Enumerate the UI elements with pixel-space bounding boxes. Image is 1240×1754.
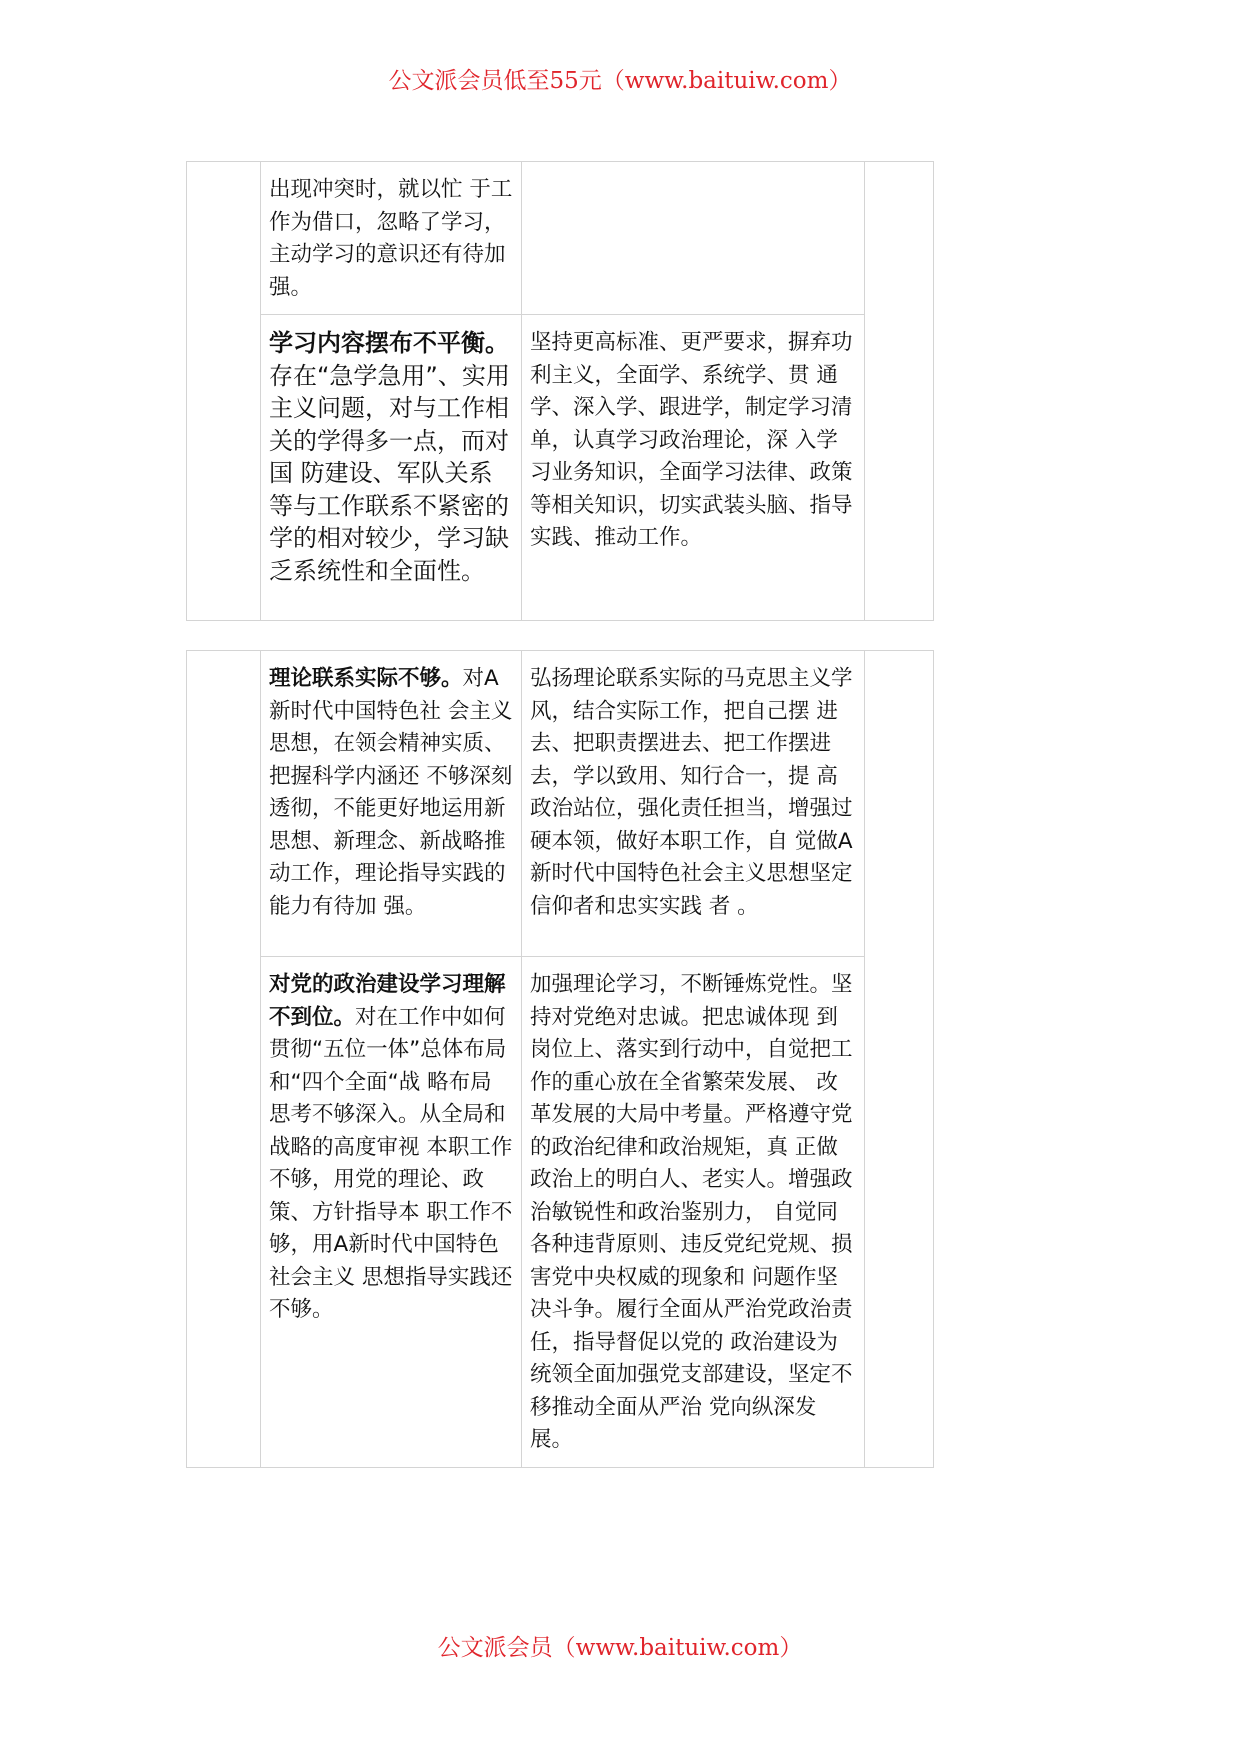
problem-title: 学习内容摆布不平衡。 [269, 329, 509, 357]
problem-cell [261, 957, 522, 1468]
problem-table-part-2 [186, 650, 934, 1468]
measure-text: 加强理论学习，不断锤炼党性。坚持对党绝对忠诚。把忠诚体现 到岗位上、落实到行动中，自觉把工作的重心放在全省繁荣发展、 改革发展的大局中考量。严格遵守党的政治纪律和政治规矩，真 正做政治上的明白人、老实人。增强政治敏锐性和政治鉴别力， 自觉同各种违背原则、违反党纪党规、损害党中央权威的现象和 问题作坚决斗争。履行全面从严治党政治责任，指导督促以党的 政治建设为统领全面加强党支部建设，坚定不移推动全面从严治 党向纵深发展。 [530, 972, 853, 1452]
table-row [187, 957, 934, 1468]
problem-text: 对A新时代中国特色社 会主义思想，在领会精神实质、把握科学内涵还 不够深刻透彻，不能更好地运用新思想、新理念、新战略推动工作，理论指导实践的能力有待加 强。 [269, 666, 513, 919]
table-row [187, 162, 934, 315]
problem-cell [261, 162, 522, 315]
problem-text: 存在“急学急用”、实用 主义问题，对与工作相关的学得多一点，而对国 防建设、军队关系等与工作联系不紧密的学的相对较少，学习缺乏系统性和全面性。 [269, 361, 510, 585]
note-cell [865, 651, 934, 1468]
problem-title: 理论联系实际不够。 [269, 666, 463, 691]
index-cell [187, 651, 261, 1468]
table-row [187, 315, 934, 621]
problem-text: 出现冲突时，就以忙 于工作为借口，忽略了学习，主动学习的意识还有待加强。 [269, 177, 513, 300]
problem-cell [261, 651, 522, 957]
header-banner: 公文派会员低至55元（www.baituiw.com） [388, 68, 852, 94]
note-cell [865, 162, 934, 621]
measure-cell [522, 162, 865, 315]
problem-text: 对在工作中如何贯彻“五位一体”总体布局和“四个全面“战 略布局思考不够深入。从全局和战略的高度审视 本职工作不够，用党的理论、政策、方针指导本 职工作不够，用A新时代中国特色社会主义 思想指导实践还不够。 [269, 1004, 513, 1322]
problem-table-part-1 [186, 161, 934, 621]
measure-cell [522, 957, 865, 1468]
table-row [187, 651, 934, 957]
problem-cell [261, 315, 522, 621]
index-cell [187, 162, 261, 621]
footer-banner: 公文派会员（www.baituiw.com） [437, 1635, 803, 1661]
measure-cell [522, 315, 865, 621]
measure-cell [522, 651, 865, 957]
problem-title: 对党的政治建设学习理解不到位。 [269, 972, 506, 1030]
measure-text: 坚持更高标准、更严要求，摒弃功利主义，全面学、系统学、贯 通学、深入学、跟进学，制定学习清单，认真学习政治理论，深 入学习业务知识，全面学习法律、政策等相关知识，切实武装头脑、指导实践、推动工作。 [530, 330, 853, 550]
measure-text: 弘扬理论联系实际的马克思主义学风，结合实际工作，把自己摆 进去、把职责摆进去、把工作摆进去，学以致用、知行合一，提 高政治站位，强化责任担当，增强过硬本领，做好本职工作，自 觉做A新时代中国特色社会主义思想坚定信仰者和忠实实践 者 。 [530, 666, 853, 919]
